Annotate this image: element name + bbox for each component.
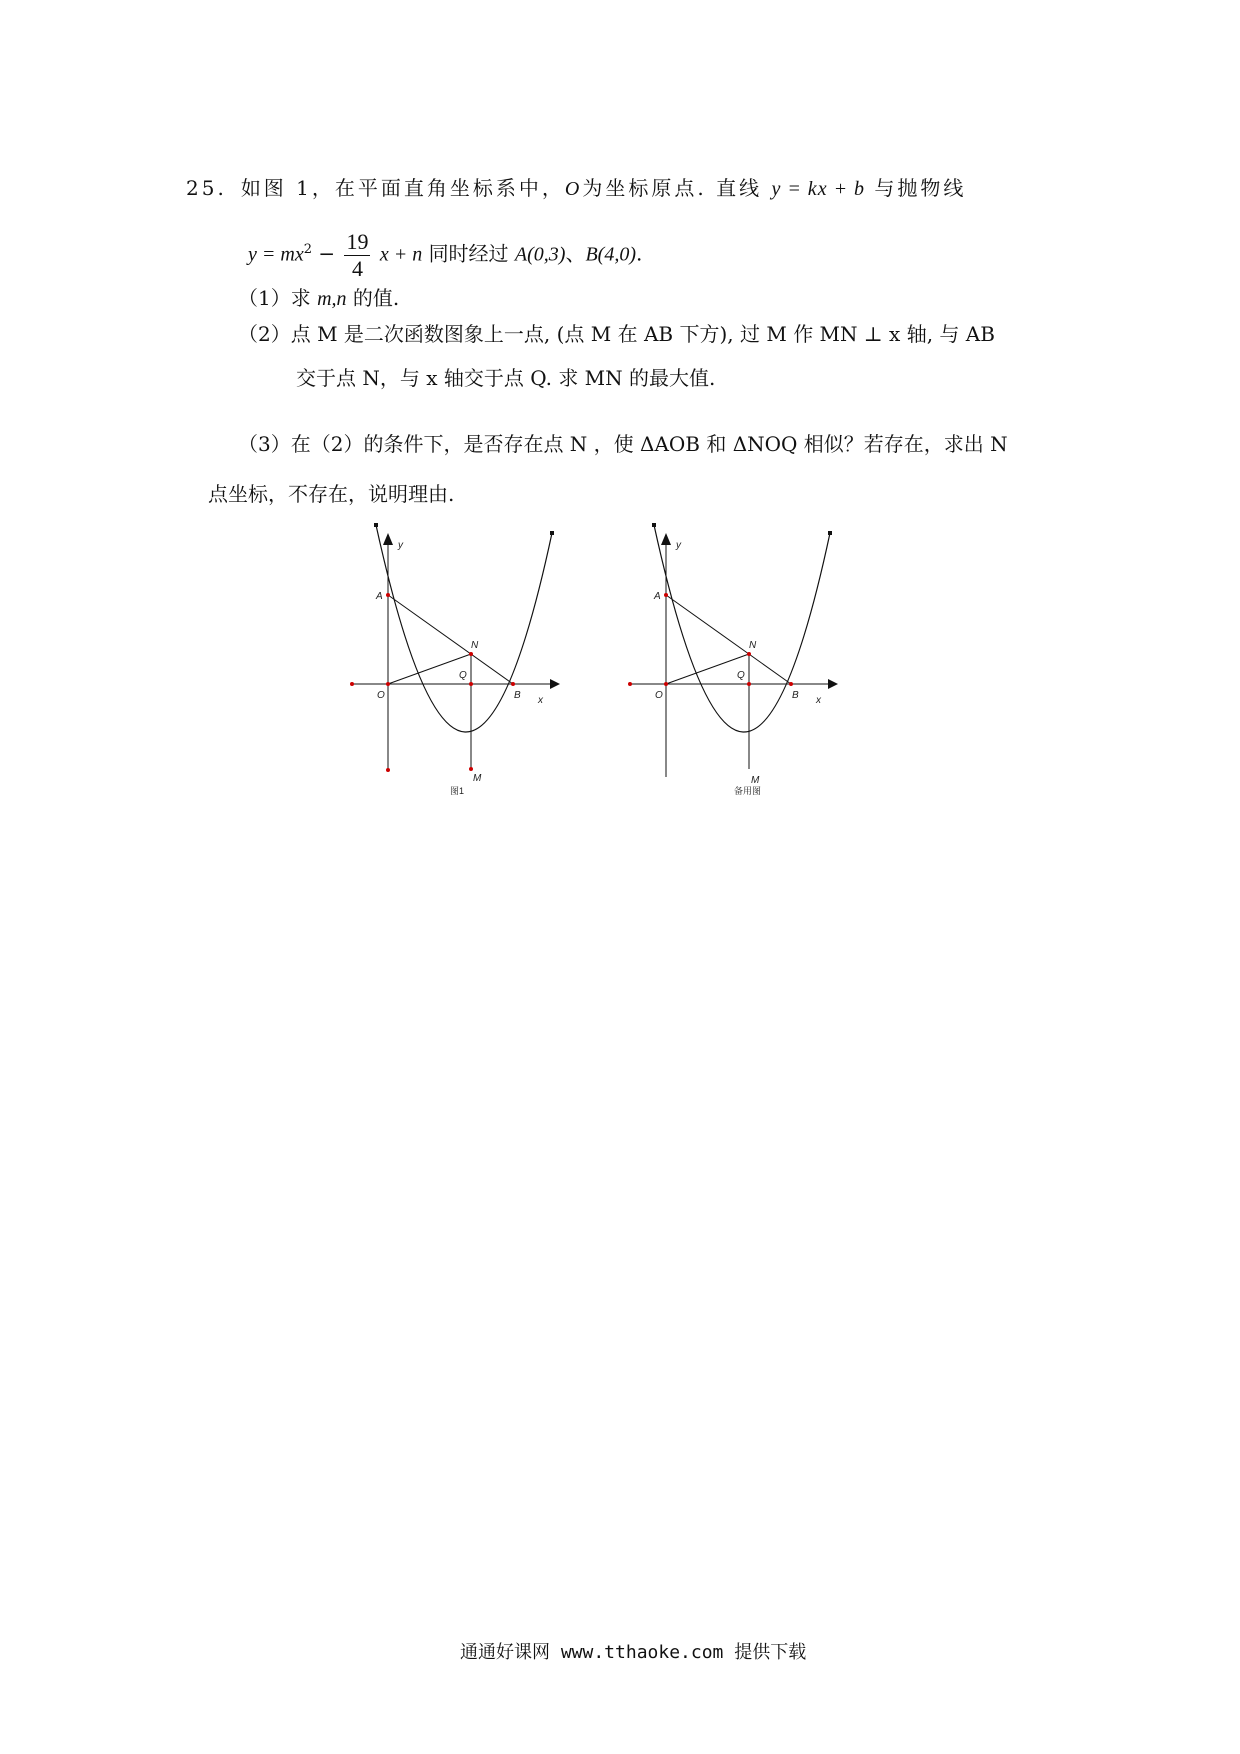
parabola-rest: x + n: [379, 243, 423, 266]
label-O: O: [655, 690, 663, 701]
label-A: A: [654, 591, 661, 602]
label-M: M: [751, 775, 760, 786]
passes-through-text: 同时经过: [428, 241, 509, 266]
question-1: [238, 282, 399, 311]
parabola-minus: −: [318, 241, 336, 266]
q1-end: 的值.: [352, 286, 400, 310]
problem-intro-text: 如图 1，在平面直角坐标系中，: [240, 176, 565, 200]
line-equation: y = kx + b: [771, 178, 866, 200]
line-AB: [388, 595, 513, 684]
question-2-line-2: 交于点 N，与 x 轴交于点 Q. 求 MN 的最大值.: [296, 366, 716, 390]
curve-end-marker: [374, 523, 378, 527]
line-AB: [666, 595, 791, 684]
axis-end-point: [386, 768, 390, 772]
point-A: [386, 593, 390, 597]
point-N: [469, 652, 473, 656]
axis-end-point: [350, 682, 354, 686]
question-2-line-1: （2）点 M 是二次函数图象上一点, (点 M 在 AB 下方), 过 M 作 MN ⊥ x 轴, 与 AB: [238, 322, 995, 346]
label-Q: Q: [737, 670, 745, 681]
coords-separator: 、: [565, 241, 586, 266]
label-Q: Q: [459, 670, 467, 681]
point-M: [469, 767, 473, 771]
label-x: x: [816, 695, 821, 706]
curve-end-marker: [550, 531, 554, 535]
problem-line-1: [186, 172, 966, 201]
label-O: O: [377, 690, 385, 701]
footer-text: 通通好课网 www.tthaoke.com 提供下载: [460, 1642, 807, 1663]
problem-line-2: [248, 220, 642, 280]
point-B: [511, 682, 515, 686]
label-M: M: [473, 773, 482, 784]
axis-end-point: [628, 682, 632, 686]
label-y: y: [676, 540, 681, 551]
label-B: B: [514, 690, 521, 701]
problem-end-text: 与抛物线: [874, 176, 967, 200]
y-axis-arrow: [383, 533, 393, 545]
label-A: A: [376, 591, 383, 602]
parabola-lhs: y = mx: [248, 243, 304, 266]
fraction-numerator: 19: [346, 228, 369, 254]
origin-symbol: O: [564, 178, 583, 200]
figure-caption: 图1: [450, 786, 465, 795]
label-N: N: [471, 640, 479, 651]
point-O: [386, 682, 390, 686]
parabola-curve: [376, 525, 552, 732]
parabola-fraction: [344, 229, 370, 282]
point-Q: [747, 682, 751, 686]
curve-end-marker: [828, 531, 832, 535]
question-3-line-2: 点坐标，不存在，说明理由.: [208, 482, 455, 506]
label-y: y: [398, 540, 403, 551]
label-N: N: [749, 640, 757, 651]
problem-number: 25.: [186, 176, 227, 200]
curve-end-marker: [652, 523, 656, 527]
x-axis-arrow: [828, 679, 838, 689]
figure-2: [618, 515, 848, 795]
q1-label: （1）求: [238, 286, 311, 310]
label-x: x: [538, 695, 543, 706]
label-B: B: [792, 690, 799, 701]
point-Q: [469, 682, 473, 686]
point-B: [789, 682, 793, 686]
point-N: [747, 652, 751, 656]
y-axis-arrow: [661, 533, 671, 545]
point-O: [664, 682, 668, 686]
parabola-exponent: 2: [303, 242, 312, 257]
x-axis-arrow: [550, 679, 560, 689]
problem-mid-text: 为坐标原点. 直线: [582, 176, 763, 200]
point-B-coords: B(4,0): [585, 243, 637, 266]
q1-vars: m,n: [317, 288, 347, 310]
fraction-denominator: 4: [351, 255, 363, 281]
sentence-end: .: [636, 241, 643, 266]
point-A-coords: A(0,3): [514, 243, 566, 266]
question-3-line-1: （3）在（2）的条件下，是否存在点 N ，使 ΔAOB 和 ΔNOQ 相似？若存在，求出 N: [238, 432, 1008, 456]
point-A: [664, 593, 668, 597]
figure-1: [340, 515, 570, 795]
figure-caption: 备用图: [734, 786, 762, 795]
parabola-curve: [654, 525, 830, 732]
